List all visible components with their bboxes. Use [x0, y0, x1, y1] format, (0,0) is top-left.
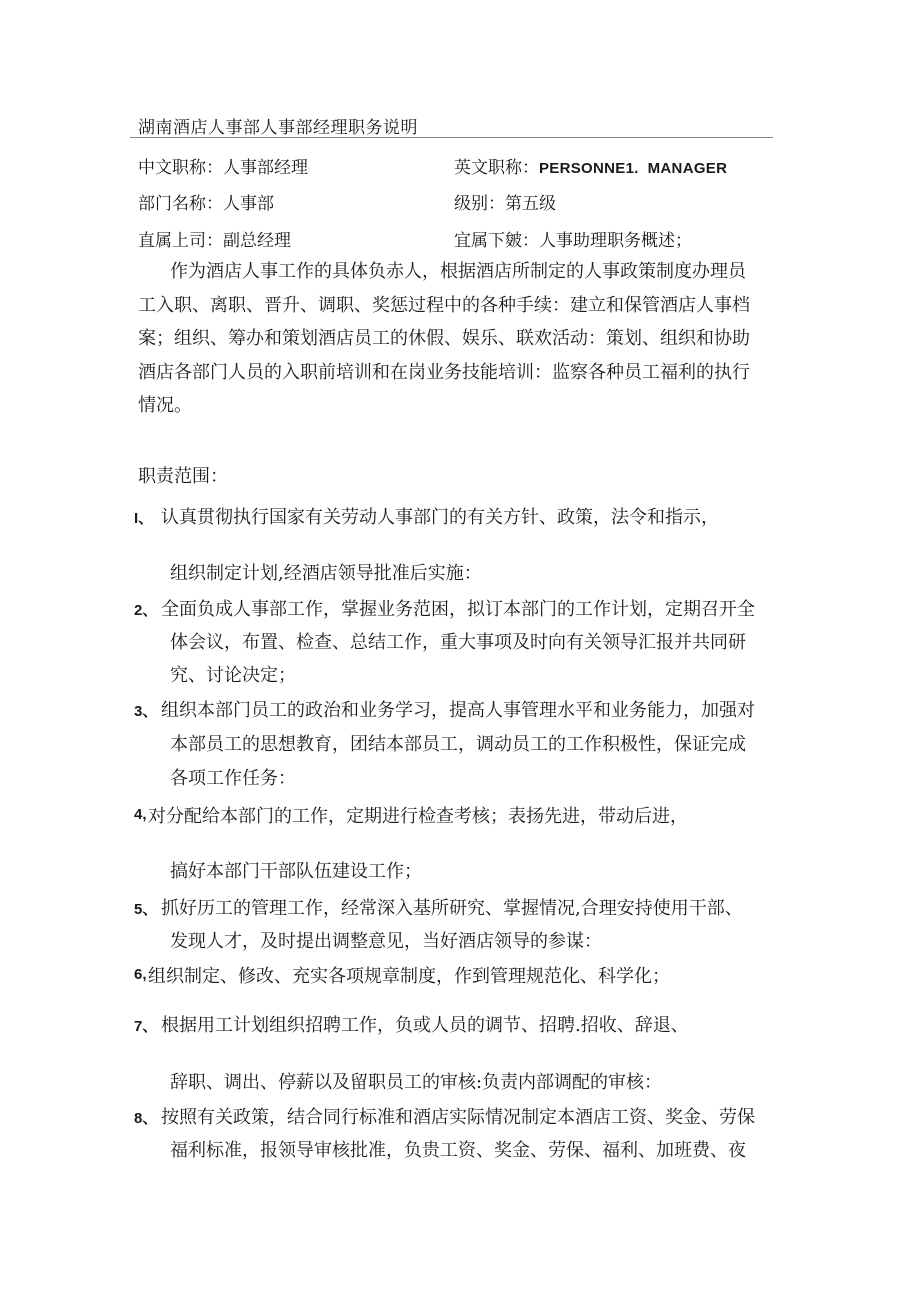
meta-supervisor — [138, 226, 291, 251]
item-line: 全面负成人事部工作，掌握业务范困，拟订本部门的工作计划，定期召开全 — [161, 599, 755, 620]
item-number: 4, — [134, 806, 147, 823]
item-number: I、 — [134, 510, 154, 527]
meta-label: 英文职称： — [454, 158, 539, 178]
item-number: 3、 — [134, 703, 158, 720]
summary-line: 案；组织、筹办和策划酒店员工的休假、娱乐、联欢活动：策划、组织和协助 — [138, 328, 750, 349]
item-line: 组织制定、修改、充实各项规章制度，作到管理规范化、科学化； — [148, 966, 670, 987]
meta-value: 人事助理职务概述； — [539, 231, 692, 251]
item-number: 7、 — [134, 1018, 158, 1035]
summary-line: 作为酒店人事工作的具体负赤人，根据酒店所制定的人事政策制度办理员 — [170, 261, 746, 282]
meta-label: 宜属下皴： — [454, 231, 539, 251]
item-line: 根据用工计划组织招聘工作，负或人员的调节、招聘.招收、辞退、 — [161, 1015, 689, 1036]
item-line: 组织制定计划,经酒店领导批准后实施： — [170, 563, 482, 584]
meta-department — [138, 189, 274, 214]
meta-subordinate — [454, 226, 692, 251]
meta-label: 直属上司： — [138, 231, 223, 251]
title-divider — [130, 137, 773, 138]
document-title: 湖南酒店人事部人事部经理职务说明 — [138, 118, 418, 138]
meta-value: PERSONNE1. MANAGER — [539, 160, 728, 177]
meta-value: 第五级 — [505, 194, 556, 214]
meta-label: 级别： — [454, 194, 505, 214]
item-line: 究、讨论决定； — [170, 665, 296, 686]
scope-heading: 职责范围： — [138, 466, 228, 487]
item-line: 认真贯彻执行国家有关劳动人事部门的有关方针、政策，法令和指示， — [161, 507, 719, 528]
item-number: 5、 — [134, 901, 158, 918]
meta-label: 部门名称： — [138, 194, 223, 214]
item-line: 本部员工的思想教育，团结本部员工，调动员工的工作积极性，保证完成 — [170, 734, 746, 755]
meta-level — [454, 189, 556, 214]
item-line: 对分配给本部门的工作，定期进行检查考核；表扬先进，带动后进， — [148, 806, 688, 827]
meta-value: 人事部 — [223, 194, 274, 214]
item-number: 6, — [134, 966, 147, 983]
meta-label: 中文职称： — [138, 158, 223, 178]
item-number: 2、 — [134, 602, 158, 619]
meta-en-title — [454, 153, 727, 178]
item-line: 搞好本部门干部队伍建设工作； — [170, 861, 422, 882]
item-line: 辞职、调出、停薪以及留职员工的审核:负责内部调配的审核： — [170, 1072, 663, 1093]
summary-line: 酒店各部门人员的入职前培训和在岗业务技能培训：监察各种员工福利的执行 — [138, 362, 750, 383]
item-number: 8、 — [134, 1110, 158, 1127]
item-line: 各项工作任务： — [170, 768, 296, 789]
summary-line: 工入职、离职、晋升、调职、奖惩过程中的各种手续：建立和保管酒店人事档 — [138, 295, 750, 316]
item-line: 组织本部门员工的政治和业务学习，提高人事管理水平和业务能力，加强对 — [161, 700, 755, 721]
meta-value: 人事部经理 — [223, 158, 308, 178]
item-line: 抓好历工的管理工作，经常深入基所研究、掌握情况,合理安持使用干部、 — [161, 898, 743, 919]
meta-cn-title — [138, 153, 308, 178]
summary-line: 情况。 — [138, 395, 192, 416]
item-line: 体会议，布置、检查、总结工作，重大事项及时向有关领导汇报并共同研 — [170, 632, 746, 653]
item-line: 福利标准，报领导审核批准，负贵工资、奖金、劳保、福利、加班费、夜 — [170, 1140, 746, 1161]
item-line: 按照有关政策，结合同行标准和酒店实际情况制定本酒店工资、奖金、劳保 — [161, 1107, 755, 1128]
item-line: 发现人才，及时提出调整意见，当好酒店领导的参谋： — [170, 931, 602, 952]
meta-value: 副总经理 — [223, 231, 291, 251]
